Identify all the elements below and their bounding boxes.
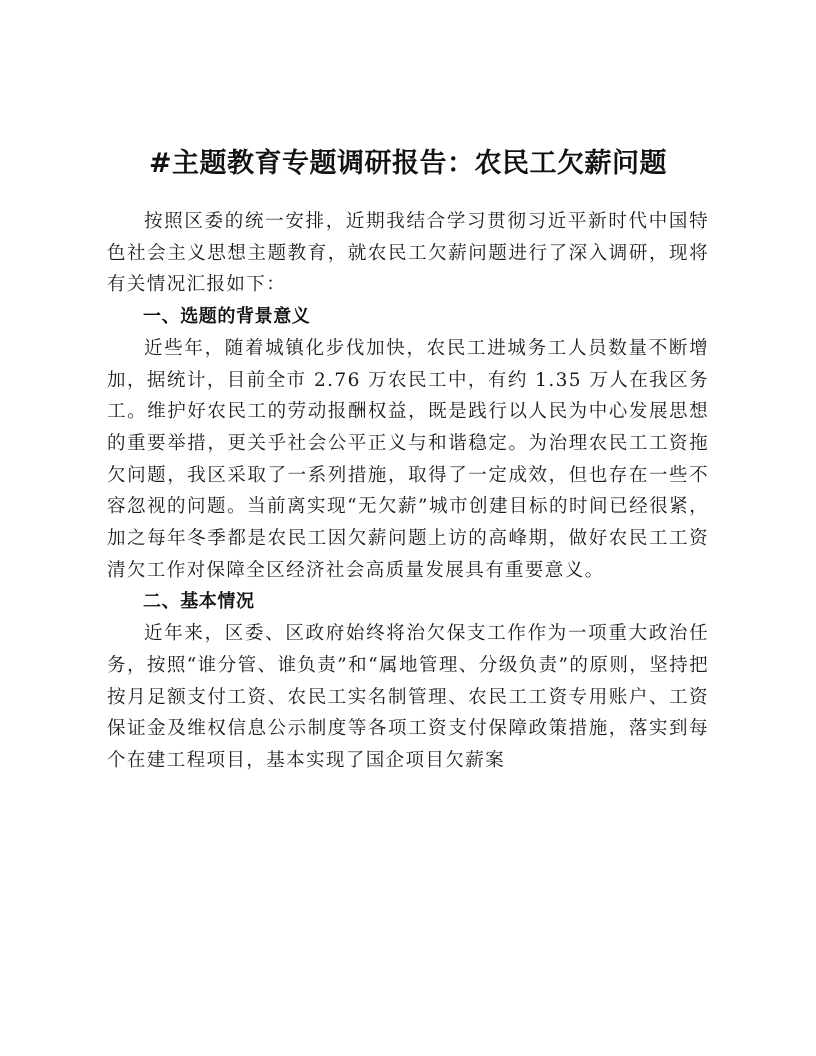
section-paragraph-background: 近些年，随着城镇化步伐加快，农民工进城务工人员数量不断增加，据统计，目前全市 2.76 万农民工中，有约 1.35 万人在我区务工。维护好农民工的劳动报酬权益，既是践行以人民为中心发展思想的重要举措，更关乎社会公平正义与和谐稳定。为治理农民工工资拖欠问题，我区采取了一系列措施，取得了一定成效，但也存在一些不容忽视的问题。当前离实现“无欠薪”城市创建目标的时间已经很紧，加之每年冬季都是农民工因欠薪问题上访的高峰期，做好农民工工资清欠工作对保障全区经济社会高质量发展具有重要意义。 — [107, 337, 709, 581]
section-heading-basic-situation: 二、基本情况 — [143, 591, 255, 613]
document-body — [107, 206, 709, 777]
section-heading-background: 一、选题的背景意义 — [143, 306, 311, 328]
intro-paragraph: 按照区委的统一安排，近期我结合学习贯彻习近平新时代中国特色社会主义思想主题教育，就农民工欠薪问题进行了深入调研，现将有关情况汇报如下： — [107, 211, 709, 296]
section-paragraph-basic-situation: 近年来，区委、区政府始终将治欠保支工作作为一项重大政治任务，按照“谁分管、谁负责”和“属地管理、分级负责”的原则，坚持把按月足额支付工资、农民工实名制管理、农民工工资专用账户、工资保证金及维权信息公示制度等各项工资支付保障政策措施，落实到每个在建工程项目，基本实现了国企项目欠薪案 — [107, 623, 709, 771]
document-title: #主题教育专题调研报告：农民工欠薪问题 — [148, 148, 668, 179]
